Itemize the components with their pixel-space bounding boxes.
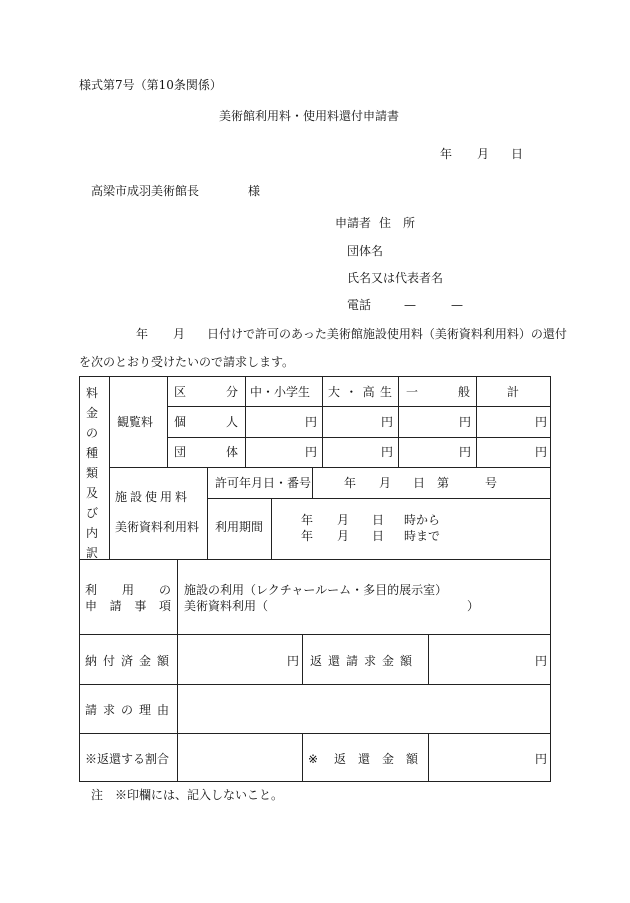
facility-fee-label: 施設使用料 bbox=[115, 490, 191, 504]
date-month-label: 月 bbox=[477, 147, 490, 161]
refund-table bbox=[79, 376, 551, 782]
application-material-close-paren: ） bbox=[467, 599, 480, 613]
row-group-label: 団 体 bbox=[174, 445, 238, 459]
form-number: 様式第7号（第10条関係） bbox=[79, 78, 222, 92]
viewing-fee-label: 観覧料 bbox=[117, 415, 154, 429]
table-cell: 円 bbox=[459, 445, 472, 459]
refund-ratio-label: ※返還する割合 bbox=[85, 752, 170, 766]
application-material-use: 美術資料利用（ bbox=[184, 599, 269, 613]
permit-month: 月 bbox=[379, 476, 392, 490]
permit-day: 日 bbox=[413, 476, 426, 490]
table-cell: 円 bbox=[381, 445, 394, 459]
permit-go: 号 bbox=[485, 476, 498, 490]
column-total: 計 bbox=[507, 385, 520, 399]
column-university: 大 ・ 高 生 bbox=[328, 385, 392, 399]
applicant-name-label: 氏名又は代表者名 bbox=[347, 271, 444, 285]
applicant-group-label: 団体名 bbox=[347, 244, 384, 258]
body-line2-text: を次のとおり受けたいので請求します。 bbox=[79, 355, 295, 369]
phone-dash-1: — bbox=[404, 298, 416, 312]
row-individual-label: 個 人 bbox=[174, 415, 238, 429]
applicant-address-label: 住 所 bbox=[379, 216, 416, 230]
addressee-honorific: 様 bbox=[248, 184, 261, 198]
table-cell: 円 bbox=[305, 415, 318, 429]
period-from-year: 年 bbox=[301, 513, 314, 527]
period-to-time: 時まで bbox=[404, 529, 441, 543]
date-year-label: 年 bbox=[440, 147, 453, 161]
table-cell: 円 bbox=[535, 445, 548, 459]
period-label: 利用期間 bbox=[215, 520, 264, 534]
period-from-day: 日 bbox=[372, 513, 385, 527]
paid-amount-label: 納付済金額 bbox=[85, 654, 176, 668]
period-from-month: 月 bbox=[337, 513, 350, 527]
period-to-day: 日 bbox=[372, 529, 385, 543]
material-fee-label: 美術資料利用料 bbox=[115, 520, 200, 534]
reason-label: 請求の理由 bbox=[85, 703, 176, 717]
refund-request-label: 返還請求金額 bbox=[310, 654, 419, 668]
class-header: 区 分 bbox=[174, 385, 238, 399]
applicant-label: 申請者 bbox=[335, 216, 372, 230]
form-title: 美術館利用料・使用料還付申請書 bbox=[219, 109, 400, 123]
phone-dash-2: — bbox=[451, 298, 463, 312]
refund-amount-unit: 円 bbox=[535, 752, 548, 766]
period-from-time: 時から bbox=[404, 513, 441, 527]
applicant-phone-label: 電話 bbox=[347, 298, 372, 312]
refund-request-unit: 円 bbox=[535, 654, 548, 668]
table-cell: 円 bbox=[459, 415, 472, 429]
column-general: 一 般 bbox=[406, 385, 470, 399]
refund-amount-label: 返還金額 bbox=[334, 752, 431, 766]
column-elementary: 中・小学生 bbox=[250, 385, 311, 399]
permit-year: 年 bbox=[344, 476, 357, 490]
period-to-month: 月 bbox=[337, 529, 350, 543]
application-label-line2: 申 請 事 項 bbox=[85, 599, 171, 613]
refund-amount-mark: ※ bbox=[308, 752, 319, 766]
permit-label: 許可年月日・番号 bbox=[215, 476, 312, 490]
period-to-year: 年 bbox=[301, 529, 314, 543]
body-year-label: 年 bbox=[136, 327, 149, 341]
table-cell: 円 bbox=[535, 415, 548, 429]
body-month-label: 月 bbox=[173, 327, 186, 341]
table-cell: 円 bbox=[381, 415, 394, 429]
table-cell: 円 bbox=[305, 445, 318, 459]
permit-dai: 第 bbox=[437, 476, 450, 490]
footnote: 注 ※印欄には、記入しないこと。 bbox=[91, 788, 284, 802]
category-vertical-label: 料 金 の 種 類 及 び 内 訳 bbox=[85, 386, 98, 560]
date-day-label: 日 bbox=[511, 147, 524, 161]
body-line1-text: 日付けで許可のあった美術館施設使用料（美術資料利用料）の還付 bbox=[207, 327, 567, 341]
application-facility-use: 施設の利用（レクチャールーム・多目的展示室） bbox=[184, 583, 448, 597]
paid-amount-unit: 円 bbox=[287, 654, 300, 668]
application-label-line1: 利 用 の bbox=[85, 583, 171, 597]
addressee-name: 高梁市成羽美術館長 bbox=[91, 184, 200, 198]
